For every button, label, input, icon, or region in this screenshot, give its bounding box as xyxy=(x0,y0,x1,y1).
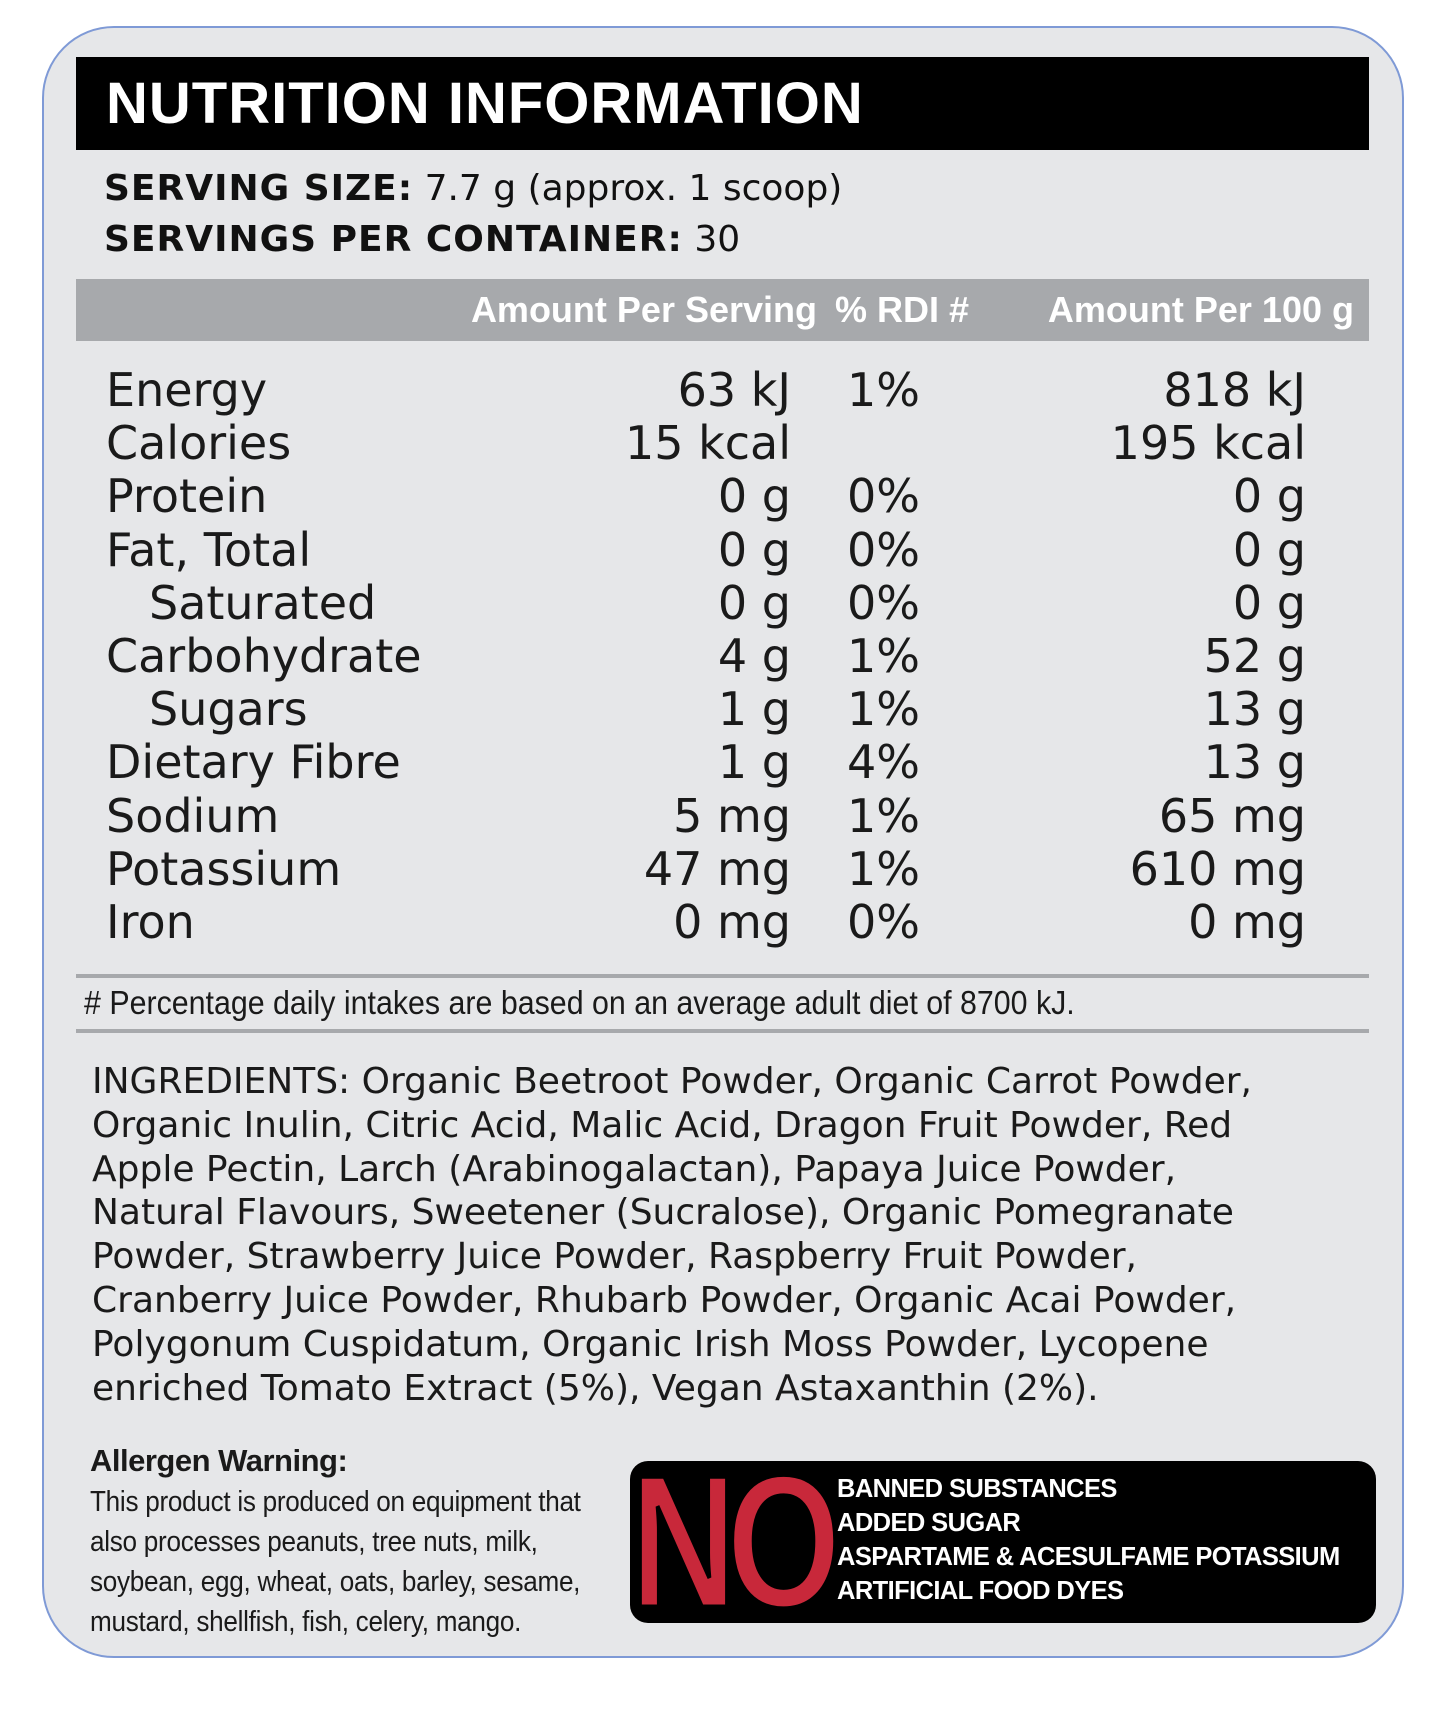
ingredients-line: Cranberry Juice Powder, Rhubarb Powder, Organic Acai Powder, xyxy=(92,1279,1237,1321)
nutrient-table xyxy=(76,364,1369,949)
nutrient-per-serving: 1 g xyxy=(717,735,791,790)
ingredients-line: enriched Tomato Extract (5%), Vegan Astaxanthin (2%). xyxy=(92,1367,1099,1409)
nutrient-name: Dietary Fibre xyxy=(106,735,401,790)
nutrition-title: NUTRITION INFORMATION xyxy=(76,57,1369,150)
table-row xyxy=(76,896,1369,949)
table-row xyxy=(76,843,1369,896)
nutrient-per-100g: 52 g xyxy=(1203,628,1306,683)
no-mark: NO xyxy=(630,1436,831,1648)
nutrient-name: Saturated xyxy=(149,575,377,630)
table-row xyxy=(76,364,1369,417)
table-row xyxy=(76,790,1369,843)
servings-per-container-label: SERVINGS PER CONTAINER: xyxy=(104,219,683,260)
divider-top xyxy=(76,974,1369,978)
nutrient-rdi: 0% xyxy=(847,469,920,524)
allergen-line: This product is produced on equipment that xyxy=(90,1486,581,1518)
serving-size-value: 7.7 g (approx. 1 scoop) xyxy=(424,168,843,209)
nutrient-rdi: 1% xyxy=(847,628,920,683)
nutrient-per-100g: 195 kcal xyxy=(1110,416,1306,471)
nutrient-per-100g: 0 g xyxy=(1232,469,1306,524)
nutrient-per-100g: 610 mg xyxy=(1129,841,1306,896)
header-rdi: % RDI # xyxy=(834,289,969,330)
nutrient-rdi: 4% xyxy=(847,735,920,790)
nutrient-name: Iron xyxy=(106,894,195,949)
allergen-line: soybean, egg, wheat, oats, barley, sesame, xyxy=(90,1566,581,1598)
nutrient-name: Energy xyxy=(106,363,268,417)
nutrient-per-100g: 0 g xyxy=(1232,575,1306,630)
nutrient-rdi: 1% xyxy=(847,682,920,737)
header-amount-per-100g: Amount Per 100 g xyxy=(1047,289,1354,330)
nutrient-per-serving: 0 g xyxy=(717,575,791,630)
divider-bottom xyxy=(76,1029,1369,1033)
nutrient-rdi: 0% xyxy=(847,522,920,577)
header-amount-per-serving: Amount Per Serving xyxy=(470,289,817,330)
nutrient-rdi: 1% xyxy=(847,363,920,417)
no-claim-item: BANNED SUBSTANCES xyxy=(837,1475,1117,1503)
table-row xyxy=(76,470,1369,523)
nutrient-per-100g: 818 kJ xyxy=(1163,363,1306,417)
ingredients-line: Powder, Strawberry Juice Powder, Raspberry Fruit Powder, xyxy=(92,1236,1137,1278)
nutrient-per-100g: 0 g xyxy=(1232,522,1306,577)
serving-size-label: SERVING SIZE: xyxy=(104,168,414,209)
nutrient-per-100g: 13 g xyxy=(1203,735,1306,790)
nutrient-name: Potassium xyxy=(106,841,342,896)
table-row xyxy=(76,736,1369,789)
nutrient-per-serving: 0 mg xyxy=(673,894,791,949)
nutrient-rdi: 0% xyxy=(847,575,920,630)
table-row xyxy=(76,417,1369,470)
serving-size xyxy=(104,167,842,211)
nutrient-per-100g: 0 mg xyxy=(1188,894,1306,949)
nutrient-per-serving: 0 g xyxy=(717,469,791,524)
nutrient-per-serving: 0 g xyxy=(717,522,791,577)
no-claim-item: ADDED SUGAR xyxy=(837,1509,1021,1537)
table-row xyxy=(76,683,1369,736)
nutrient-per-serving: 63 kJ xyxy=(677,363,791,417)
allergen-line: also processes peanuts, tree nuts, milk, xyxy=(90,1526,538,1558)
table-header xyxy=(76,279,1369,341)
rdi-footnote: # Percentage daily intakes are based on an average adult diet of 8700 kJ. xyxy=(84,984,1075,1021)
ingredients-line: Organic Inulin, Citric Acid, Malic Acid, Dragon Fruit Powder, Red xyxy=(92,1104,1233,1146)
nutrient-per-serving: 47 mg xyxy=(643,841,791,896)
no-claims-list xyxy=(837,1472,1340,1608)
nutrient-name: Sodium xyxy=(106,788,280,843)
nutrient-rdi: 1% xyxy=(847,788,920,843)
ingredients-list xyxy=(92,1060,1382,1410)
servings-per-container xyxy=(104,218,740,262)
ingredients-line: Polygonum Cuspidatum, Organic Irish Moss Powder, Lycopene xyxy=(92,1323,1209,1365)
allergen-warning xyxy=(90,1440,650,1642)
nutrient-per-serving: 15 kcal xyxy=(624,416,791,471)
nutrient-name: Fat, Total xyxy=(106,522,312,577)
nutrient-name: Carbohydrate xyxy=(106,628,422,683)
nutrient-per-serving: 5 mg xyxy=(673,788,791,843)
nutrient-name: Sugars xyxy=(149,682,308,737)
table-row xyxy=(76,630,1369,683)
nutrient-per-serving: 4 g xyxy=(717,628,791,683)
nutrient-per-100g: 13 g xyxy=(1203,682,1306,737)
nutrient-name: Protein xyxy=(106,469,268,524)
nutrient-per-serving: 1 g xyxy=(717,682,791,737)
nutrient-rdi: 0% xyxy=(847,894,920,949)
no-claim-item: ASPARTAME & ACESULFAME POTASSIUM xyxy=(837,1543,1340,1571)
nutrient-name: Calories xyxy=(106,416,292,471)
allergen-line: mustard, shellfish, fish, celery, mango. xyxy=(90,1606,522,1638)
no-claim-item: ARTIFICIAL FOOD DYES xyxy=(837,1577,1124,1605)
allergen-title: Allergen Warning: xyxy=(90,1443,348,1478)
nutrient-per-100g: 65 mg xyxy=(1158,788,1306,843)
nutrient-rdi: 1% xyxy=(847,841,920,896)
ingredients-line: Apple Pectin, Larch (Arabinogalactan), Papaya Juice Powder, xyxy=(92,1148,1177,1190)
servings-per-container-value: 30 xyxy=(694,219,741,260)
table-row xyxy=(76,524,1369,577)
ingredients-line: INGREDIENTS: Organic Beetroot Powder, Organic Carrot Powder, xyxy=(92,1061,1252,1102)
table-row xyxy=(76,577,1369,630)
ingredients-line: Natural Flavours, Sweetener (Sucralose), Organic Pomegranate xyxy=(92,1192,1234,1234)
